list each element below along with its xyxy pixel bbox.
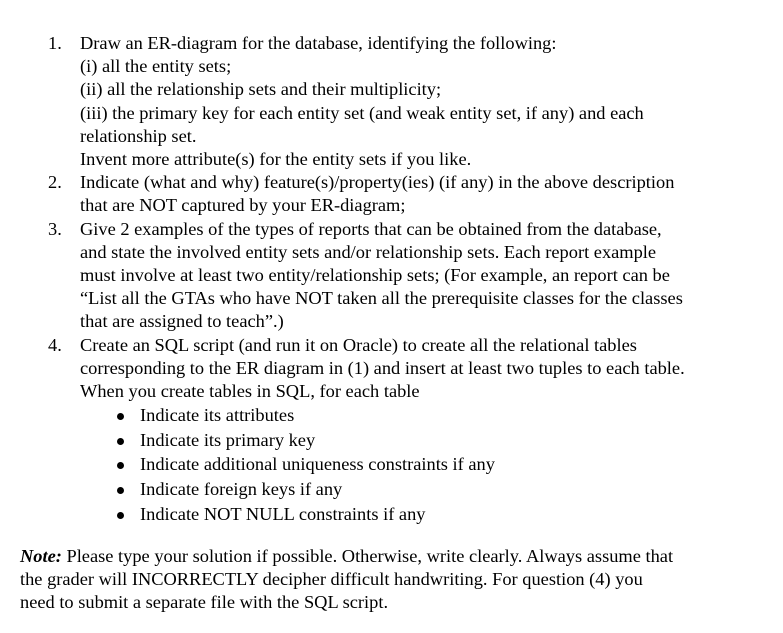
question-text-line: and state the involved entity sets and/or relationship sets. Each report example: [80, 241, 657, 262]
note-paragraph: [20, 545, 770, 615]
question-number: 4.: [48, 334, 62, 355]
question-text-line: Indicate (what and why) feature(s)/property(ies) (if any) in the above description: [80, 172, 675, 193]
question-text-line: relationship set.: [80, 125, 197, 146]
question-text-line: that are assigned to teach”.): [80, 311, 284, 332]
bullet-text: Indicate its attributes: [140, 405, 295, 426]
note-text-line: need to submit a separate file with the SQL script.: [20, 592, 389, 613]
note-text-line: the grader will INCORRECTLY decipher difficult handwriting. For question (4) you: [20, 569, 643, 590]
bullet-text: Indicate its primary key: [140, 429, 316, 450]
question-number: 2.: [48, 172, 62, 193]
bullet-item: [80, 428, 750, 453]
question-text-line: (ii) all the relationship sets and their multiplicity;: [80, 79, 442, 100]
question-text-line: (iii) the primary key for each entity set (and weak entity set, if any) and each: [80, 102, 644, 123]
question-text-line: (i) all the entity sets;: [80, 56, 232, 77]
note-text: Please type your solution if possible. Otherwise, write clearly. Always assume that: [61, 546, 674, 566]
bullet-icon: [117, 462, 124, 469]
question-text-line: Create an SQL script (and run it on Oracle) to create all the relational tables: [80, 334, 637, 355]
bullet-icon: [117, 438, 124, 445]
question-3: [0, 218, 750, 334]
question-number: 1.: [48, 33, 62, 53]
bullet-item: [80, 502, 750, 527]
question-text-line: “List all the GTAs who have NOT taken all the prerequisite classes for the classes: [80, 288, 683, 309]
bullet-text: Indicate foreign keys if any: [140, 479, 343, 500]
bullet-item: [80, 477, 750, 502]
note-label: Note:: [20, 546, 62, 566]
note-first-line: [20, 545, 770, 568]
question-text-line: must involve at least two entity/relationship sets; (For example, an report can be: [80, 265, 670, 286]
question-text-line: Invent more attribute(s) for the entity sets if you like.: [80, 149, 472, 170]
question-list: [0, 32, 783, 526]
question-text-line: that are NOT captured by your ER-diagram;: [80, 195, 406, 216]
question-number: 3.: [48, 218, 62, 239]
bullet-text: Indicate additional uniqueness constraints if any: [140, 454, 495, 475]
requirement-bullet-list: [80, 403, 750, 526]
question-text-line: corresponding to the ER diagram in (1) and insert at least two tuples to each table.: [80, 357, 685, 378]
question-text-line: When you create tables in SQL, for each table: [80, 381, 420, 402]
question-text-line: Give 2 examples of the types of reports that can be obtained from the database,: [80, 218, 662, 239]
bullet-icon: [117, 413, 124, 420]
bullet-item: [80, 403, 750, 428]
question-2: [0, 171, 750, 217]
question-4: [0, 334, 750, 527]
bullet-icon: [117, 512, 124, 519]
question-1: [0, 32, 750, 171]
bullet-icon: [117, 487, 124, 494]
bullet-item: [80, 452, 750, 477]
question-text-line: Draw an ER-diagram for the database, identifying the following:: [80, 33, 557, 53]
bullet-text: Indicate NOT NULL constraints if any: [140, 503, 426, 524]
